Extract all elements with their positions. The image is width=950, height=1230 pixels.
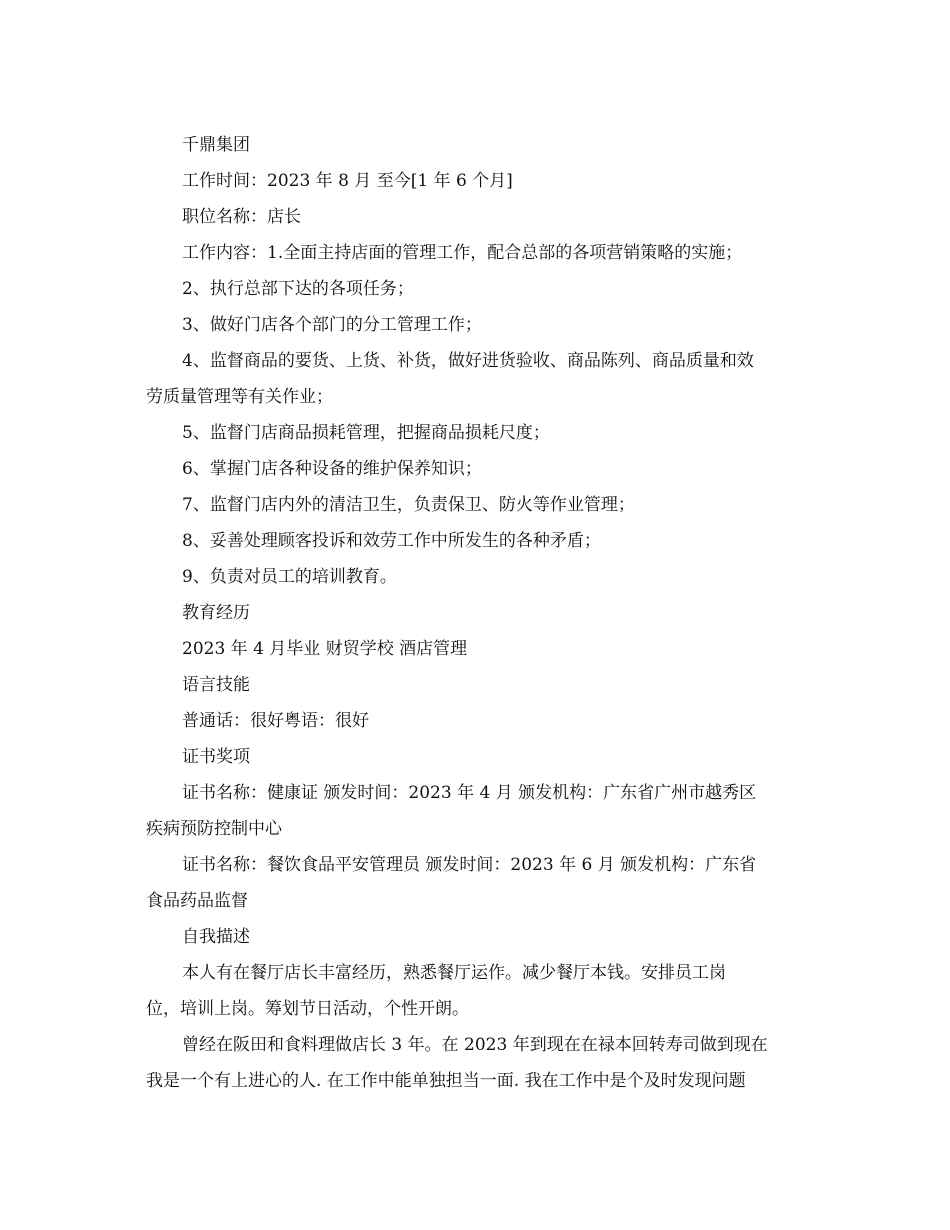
resume-text bbox=[146, 127, 812, 1099]
duty-6: 6、掌握门店各种设备的维护保养知识； bbox=[182, 459, 482, 479]
duty-4-continued: 劳质量管理等有关作业； bbox=[146, 387, 333, 407]
duty-2: 2、执行总部下达的各项任务； bbox=[182, 279, 414, 299]
duty-7: 7、监督门店内外的清洁卫生，负责保卫、防火等作业管理； bbox=[182, 495, 635, 515]
duty-1: 工作内容：1.全面主持店面的管理工作，配合总部的各项营销策略的实施； bbox=[182, 243, 743, 263]
language-entry: 普通话：很好粤语：很好 bbox=[182, 711, 369, 731]
self-description-1-continued: 位，培训上岗。筹划节日活动，个性开朗。 bbox=[146, 999, 469, 1019]
section-heading-self-description: 自我描述 bbox=[182, 927, 250, 947]
self-description-1: 本人有在餐厅店长丰富经历，熟悉餐厅运作。减少餐厅本钱。安排员工岗 bbox=[182, 963, 726, 983]
section-heading-languages: 语言技能 bbox=[182, 675, 250, 695]
self-description-2: 曾经在阪田和食料理做店长 3 年。在 2023 年到现在在禄本回转寿司做到现在 bbox=[182, 1035, 768, 1055]
self-description-2-continued: 我是一个有上进心的人. 在工作中能单独担当一面. 我在工作中是个及时发现问题 bbox=[146, 1071, 746, 1091]
certificate-2: 证书名称：餐饮食品平安管理员 颁发时间：2023 年 6 月 颁发机构：广东省 bbox=[182, 855, 757, 875]
certificate-2-continued: 食品药品监督 bbox=[146, 891, 248, 911]
duty-4: 4、监督商品的要货、上货、补货，做好进货验收、商品陈列、商品质量和效 bbox=[182, 351, 754, 371]
education-entry: 2023 年 4 月毕业 财贸学校 酒店管理 bbox=[182, 639, 468, 659]
job-title: 职位名称：店长 bbox=[182, 207, 301, 227]
certificate-1: 证书名称：健康证 颁发时间：2023 年 4 月 颁发机构：广东省广州市越秀区 bbox=[182, 783, 757, 803]
company-name: 千鼎集团 bbox=[182, 135, 250, 155]
section-heading-certificates: 证书奖项 bbox=[182, 747, 250, 767]
duty-9: 9、负责对员工的培训教育。 bbox=[182, 567, 397, 587]
work-period: 工作时间：2023 年 8 月 至今[1 年 6 个月] bbox=[182, 171, 513, 191]
duty-3: 3、做好门店各个部门的分工管理工作； bbox=[182, 315, 482, 335]
duty-5: 5、监督门店商品损耗管理，把握商品损耗尺度； bbox=[182, 423, 550, 443]
certificate-1-continued: 疾病预防控制中心 bbox=[146, 819, 282, 839]
section-heading-education: 教育经历 bbox=[182, 603, 250, 623]
duty-8: 8、妥善处理顾客投诉和效劳工作中所发生的各种矛盾； bbox=[182, 531, 601, 551]
